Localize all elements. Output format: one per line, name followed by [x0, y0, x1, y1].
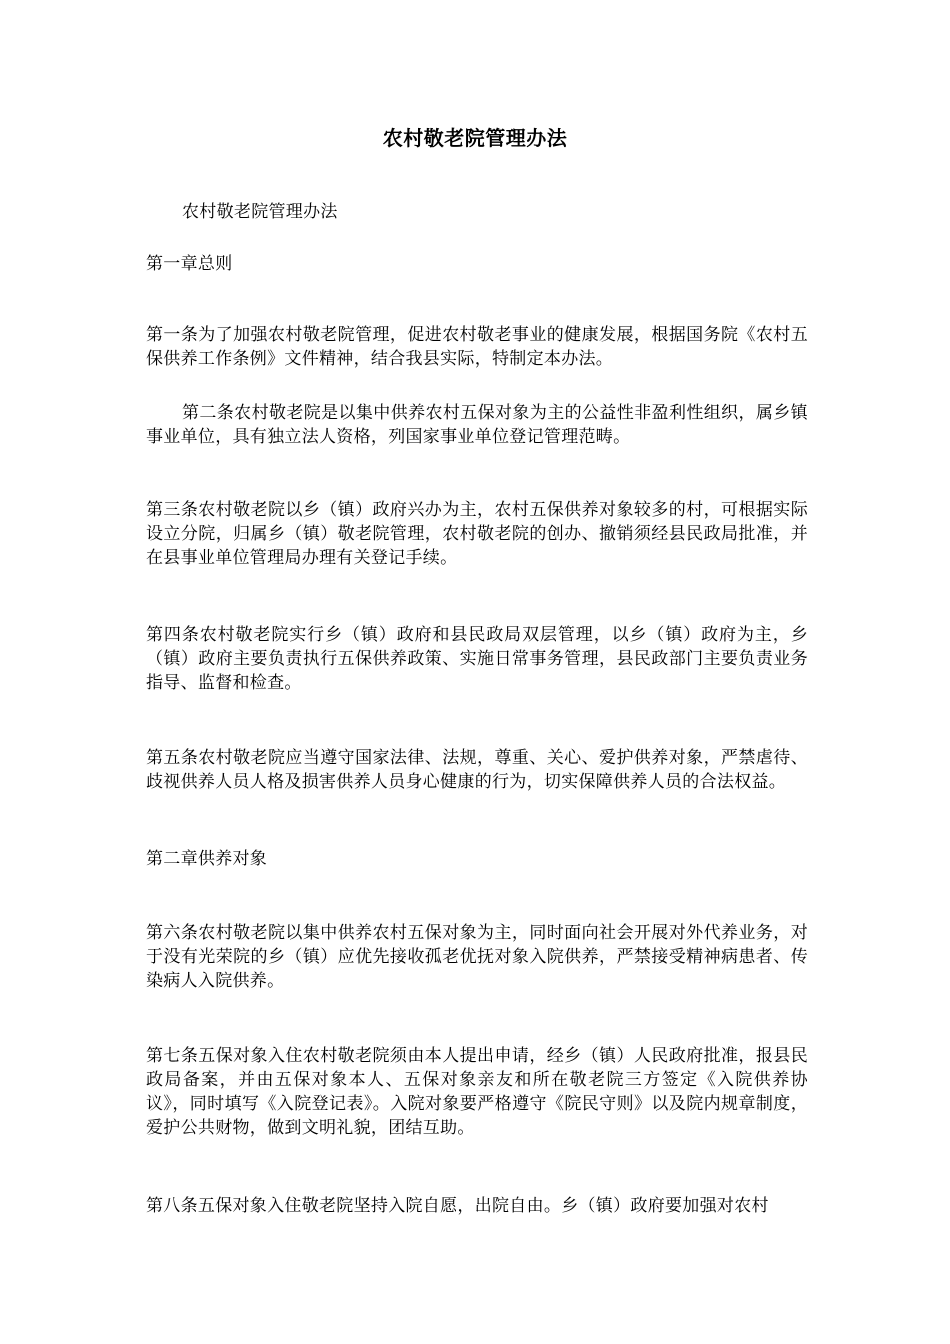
article-3: 第三条农村敬老院以乡（镇）政府兴办为主，农村五保供养对象较多的村，可根据实际设立分院，归属乡（镇）敬老院管理，农村敬老院的创办、撤销须经县民政局批准，并在县事业单位管理局办理有关登记手续。: [146, 500, 808, 568]
article-1: 第一条为了加强农村敬老院管理，促进农村敬老事业的健康发展，根据国务院《农村五保供养工作条例》文件精神，结合我县实际，特制定本办法。: [146, 325, 808, 369]
chapter-heading-2: 第二章供养对象: [146, 849, 268, 869]
paragraph-subtitle: 农村敬老院管理办法: [182, 202, 338, 222]
article-2: 第二条农村敬老院是以集中供养农村五保对象为主的公益性非盈利性组织，属乡镇事业单位，具有独立法人资格，列国家事业单位登记管理范畴。: [146, 403, 808, 447]
article-7: 第七条五保对象入住农村敬老院须由本人提出申请，经乡（镇）人民政府批准，报县民政局备案，并由五保对象本人、五保对象亲友和所在敬老院三方签定《入院供养协议》，同时填写《入院登记表》。入院对象要严格遵守《院民守则》以及院内规章制度，爱护公共财物，做到文明礼貌，团结互助。: [146, 1046, 808, 1138]
article-4: 第四条农村敬老院实行乡（镇）政府和县民政局双层管理，以乡（镇）政府为主，乡（镇）政府主要负责执行五保供养政策、实施日常事务管理，县民政部门主要负责业务指导、监督和检查。: [146, 625, 808, 693]
document-title: 农村敬老院管理办法: [382, 126, 568, 150]
article-6: 第六条农村敬老院以集中供养农村五保对象为主，同时面向社会开展对外代养业务，对于没有光荣院的乡（镇）应优先接收孤老优抚对象入院供养，严禁接受精神病患者、传染病人入院供养。: [146, 923, 808, 991]
article-8: 第八条五保对象入住敬老院坚持入院自愿，出院自由。乡（镇）政府要加强对农村: [146, 1196, 769, 1216]
article-5: 第五条农村敬老院应当遵守国家法律、法规，尊重、关心、爱护供养对象，严禁虐待、歧视供养人员人格及损害供养人员身心健康的行为，切实保障供养人员的合法权益。: [146, 748, 808, 792]
chapter-heading-1: 第一章总则: [146, 254, 233, 274]
